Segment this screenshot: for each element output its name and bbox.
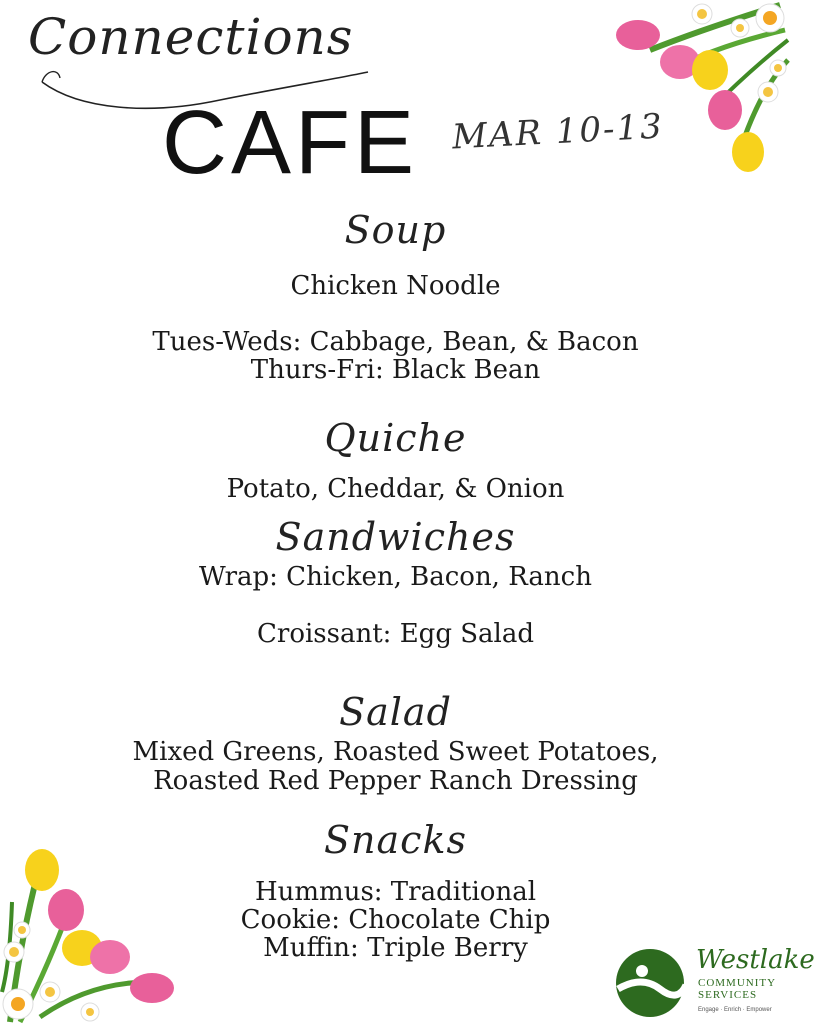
section-heading-soup: Soup (344, 208, 447, 252)
menu-item: Cookie: Chocolate Chip (240, 905, 551, 935)
menu-item: Muffin: Triple Berry (263, 933, 528, 963)
tulip-icon (25, 849, 174, 1003)
menu-item: Mixed Greens, Roasted Sweet Potatoes, (132, 737, 659, 767)
menu-item: Wrap: Chicken, Bacon, Ranch (199, 562, 592, 592)
brand-main-title: CAFE (162, 93, 419, 193)
westlake-emblem-icon (612, 945, 692, 1017)
section-heading-snacks: Snacks (324, 818, 467, 862)
menu-item: Croissant: Egg Salad (257, 619, 534, 649)
section-heading-sandwiches: Sandwiches (275, 515, 516, 559)
menu-item: Tues-Weds: Cabbage, Bean, & Bacon (152, 327, 639, 357)
tulip-bouquet-bottom-left (0, 842, 180, 1024)
menu-item: Roasted Red Pepper Ranch Dressing (153, 766, 638, 796)
brand-script-title: Connections (28, 8, 354, 66)
logo-line-services: SERVICES (698, 989, 758, 1001)
section-heading-salad: Salad (339, 690, 452, 734)
logo-subtitle (698, 977, 788, 1001)
menu-date: MAR 10-13 (451, 106, 665, 158)
logo-tagline: Engage · Enrich · Empower (698, 1007, 772, 1013)
menu-item: Hummus: Traditional (254, 877, 537, 907)
tulip-bouquet-top-right (610, 0, 791, 180)
menu-item: Thurs-Fri: Black Bean (250, 355, 541, 385)
westlake-logo (612, 945, 815, 1017)
menu-item: Chicken Noodle (290, 271, 501, 301)
menu-item: Potato, Cheddar, & Onion (226, 474, 565, 504)
logo-name: Westlake (696, 945, 815, 975)
logo-line-community: COMMUNITY (698, 977, 777, 989)
section-heading-quiche: Quiche (324, 416, 467, 460)
